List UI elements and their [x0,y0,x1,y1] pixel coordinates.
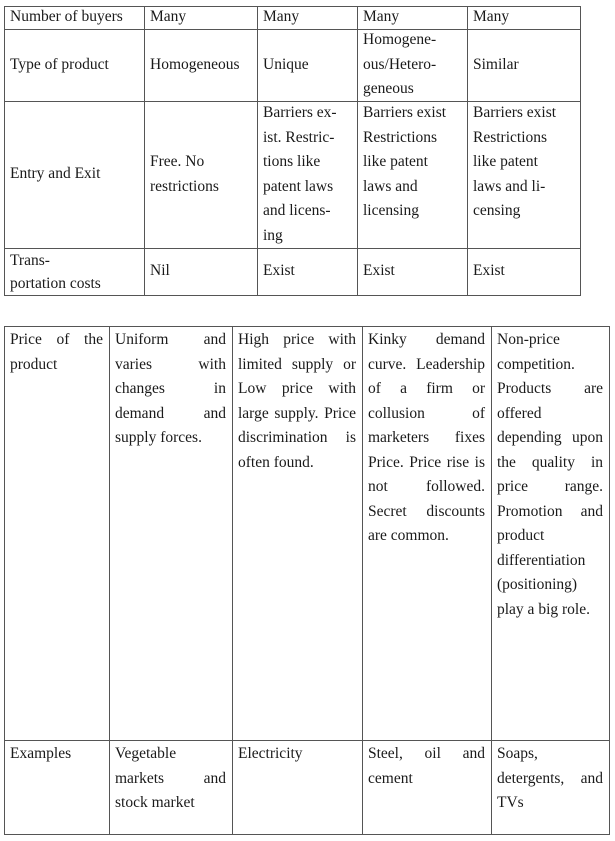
table-rule [4,740,610,741]
table-cell: Barriers exist Restrictions like patent laws and li- censing [473,104,557,219]
table-cell: Nil [150,262,170,280]
table-cell: Uniform and varies with changes in demand and supply forces. [115,331,226,446]
table-cell: Free. No restrictions [150,153,219,195]
table-cell: Similar [473,55,519,73]
table-cell: Homogene- ous/Hetero- geneous [363,31,437,98]
table-rule [4,326,610,327]
table-rule [4,834,610,835]
row-label: Number of buyers [10,8,123,26]
table-rule [580,6,581,296]
row-label: Entry and Exit [10,165,101,183]
table-cell: Many [150,8,187,26]
table-cell: Barriers ex- ist. Restric- tions like patent laws and licens- ing [263,104,337,244]
table-cell: Many [473,8,510,26]
table-cell: Many [263,8,300,26]
table-cell: Homogeneous [150,55,240,73]
row-label: Examples [10,745,72,762]
row-label: Type of product [10,55,109,73]
table-cell: Kinky demand curve. Leadership of a firm or collusion of marketers fixes Price. Price rise is not followed. Secret discounts are common. [368,331,485,544]
table-cell: Barriers exist Restrictions like patent laws and licensing [363,104,447,219]
table-cell: Exist [263,262,295,280]
table-cell: Non-price competition. Products are offered depending upon the quality in price range. Promotion and product differentiation (positioning) play a big role. [497,331,603,618]
row-label: Price of the product [10,331,103,373]
table-cell: Vegetable markets and stock market [115,745,226,811]
table-cell: Exist [473,262,505,280]
table-cell: Exist [363,262,395,280]
table-rule [609,326,610,835]
table-cell: Many [363,8,400,26]
row-label: Trans- portation costs [10,251,101,292]
table-cell: Soaps, detergents, and TVs [497,745,603,811]
table-rule [4,295,580,296]
table-cell: Electricity [238,745,303,762]
table-cell: Unique [263,55,309,73]
table-cell: High price with limited supply or Low price with large supply. Price discrimination is often found. [238,331,356,471]
table-cell: Steel, oil and cement [368,745,485,787]
